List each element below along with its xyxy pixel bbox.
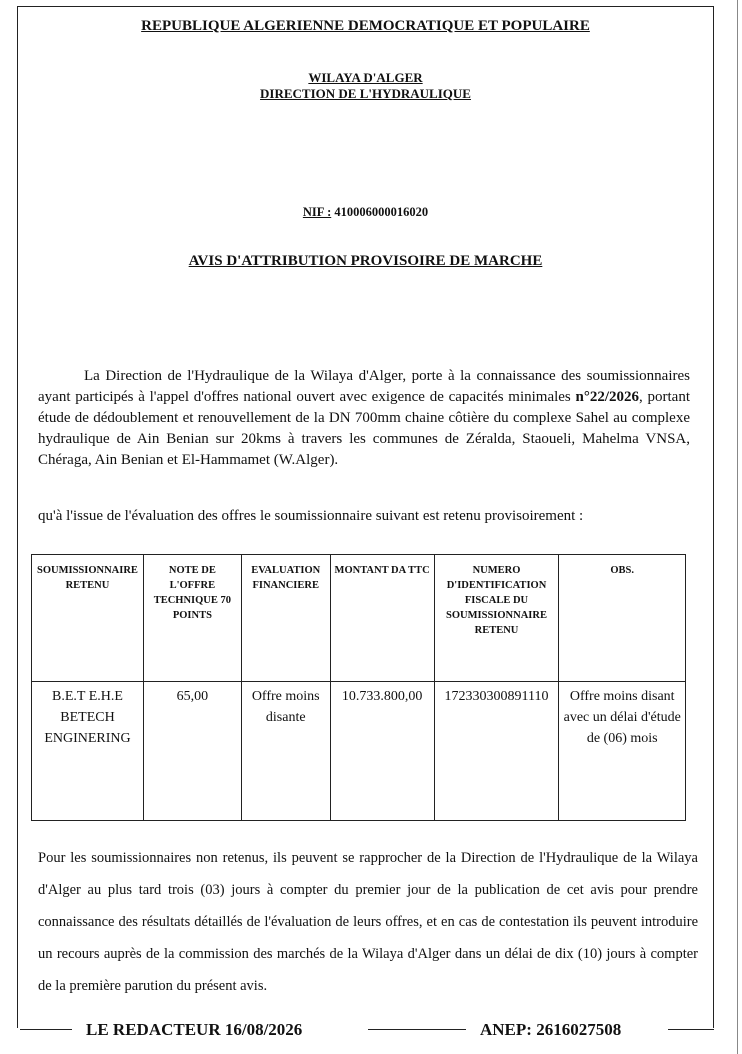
header-amount: MONTANT DA TTC: [330, 555, 434, 682]
table-row: [32, 682, 686, 821]
footer-rule-left: [20, 1029, 72, 1030]
nif-line: [17, 205, 714, 220]
paragraph-part2: , portant étude de dédoublement et renouvellement de la DN 700mm chaine côtière du complexe Sahel au complexe hydraulique de Ain Benian sur 20kms à travers les communes de Zéralda, Staoueli, Mahelma VNSA, Chéraga, Ain Benian et El-Hammamet (W.Alger).: [38, 389, 690, 468]
notice-title: AVIS D'ATTRIBUTION PROVISOIRE DE MARCHE: [188, 253, 543, 269]
footer: [0, 1016, 742, 1046]
cell-financial-evaluation: Offre moins disante: [241, 682, 330, 821]
header-financial-evaluation: EVALUATION FINANCIERE: [241, 555, 330, 682]
direction-heading: DIRECTION DE L'HYDRAULIQUE: [260, 86, 471, 101]
tender-number: n°22/2026: [575, 389, 640, 405]
cell-tax-id: 172330300891110: [434, 682, 559, 821]
header-tax-id: NUMERO D'IDENTIFICATION FISCALE DU SOUMISSIONNAIRE RETENU: [434, 555, 559, 682]
authority-heading: [17, 70, 714, 102]
republic-heading: REPUBLIQUE ALGERIENNE DEMOCRATIQUE ET POPULAIRE: [141, 18, 590, 34]
header-bidder: SOUMISSIONNAIRE RETENU: [32, 555, 144, 682]
table-header-row: [32, 555, 686, 682]
notice-paragraph: [38, 366, 690, 471]
footer-anep: ANEP: 2616027508: [480, 1020, 622, 1039]
cell-bidder: B.E.T E.H.E BETECH ENGINERING: [32, 682, 144, 821]
cell-amount: 10.733.800,00: [330, 682, 434, 821]
footer-redacteur: LE REDACTEUR 16/08/2026: [86, 1020, 303, 1039]
nif-label: NIF :: [302, 205, 332, 219]
header-observations: OBS.: [559, 555, 686, 682]
footer-rule-middle: [368, 1029, 466, 1030]
paragraph-part1: La Direction de l'Hydraulique de la Wilaya d'Alger, porte à la connaissance des soumissionnaires ayant participés à l'appel d'offres national ouvert avec exigence de capacités minimales: [38, 368, 690, 405]
cell-technical-note: 65,00: [143, 682, 241, 821]
result-intro: qu'à l'issue de l'évaluation des offres le soumissionnaire suivant est retenu provisoirement :: [38, 508, 584, 524]
footer-rule-right: [668, 1029, 714, 1030]
appeal-paragraph: Pour les soumissionnaires non retenus, ils peuvent se rapprocher de la Direction de l'Hydraulique de la Wilaya d'Alger au plus tard trois (03) jours à compter du premier jour de la publication de cet avis pour prendre connaissance des résultats détaillés de l'évaluation de leurs offres, et en cas de contestation ils peuvent introduire un recours auprès de la commission des marchés de la Wilaya d'Alger dans un délai de dix (10) jours à compter de la première parution du présent avis.: [38, 850, 698, 994]
header-technical-note: NOTE DE L'OFFRE TECHNIQUE 70 POINTS: [143, 555, 241, 682]
cell-observations: Offre moins disant avec un délai d'étude de (06) mois: [559, 682, 686, 821]
page-edge-line: [737, 0, 738, 1054]
wilaya-heading: WILAYA D'ALGER: [308, 70, 423, 85]
nif-value: 410006000016020: [334, 205, 429, 219]
award-table: [31, 554, 686, 821]
